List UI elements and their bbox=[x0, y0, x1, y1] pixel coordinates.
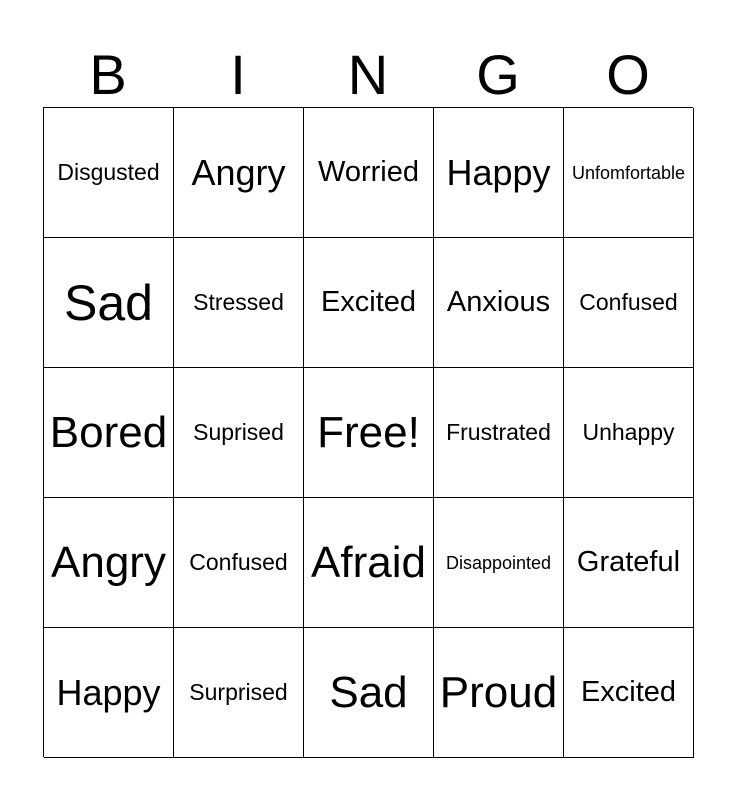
bingo-cell[interactable] bbox=[564, 238, 694, 368]
cell-label: Happy bbox=[446, 151, 551, 193]
bingo-cell[interactable] bbox=[304, 628, 434, 758]
cell-label: Unhappy bbox=[582, 419, 675, 445]
cell-label: Stressed bbox=[193, 289, 284, 315]
cell-label: Afraid bbox=[311, 537, 426, 587]
bingo-cell[interactable] bbox=[304, 238, 434, 368]
free-space-label: Free! bbox=[317, 407, 420, 457]
cell-label: Worried bbox=[318, 156, 419, 188]
cell-label: Sad bbox=[329, 667, 408, 717]
bingo-cell[interactable] bbox=[44, 238, 174, 368]
bingo-cell[interactable] bbox=[564, 498, 694, 628]
cell-label: Suprised bbox=[193, 419, 284, 445]
cell-label: Sad bbox=[64, 274, 153, 331]
cell-label: Confused bbox=[189, 549, 288, 575]
bingo-cell[interactable] bbox=[304, 108, 434, 238]
bingo-header bbox=[43, 44, 693, 106]
bingo-cell[interactable] bbox=[174, 628, 304, 758]
bingo-cell[interactable] bbox=[44, 108, 174, 238]
cell-label: Frustrated bbox=[446, 419, 551, 445]
bingo-cell[interactable] bbox=[434, 368, 564, 498]
cell-label: Angry bbox=[191, 151, 286, 193]
bingo-cell[interactable] bbox=[44, 368, 174, 498]
bingo-cell[interactable] bbox=[174, 498, 304, 628]
header-letter-i: I bbox=[230, 43, 246, 106]
cell-label: Anxious bbox=[446, 286, 551, 318]
cell-label: Disappointed bbox=[445, 552, 552, 573]
bingo-cell[interactable] bbox=[44, 628, 174, 758]
cell-label: Confused bbox=[579, 289, 678, 315]
cell-label: Bored bbox=[49, 407, 168, 457]
cell-label: Excited bbox=[320, 286, 417, 318]
cell-label: Happy bbox=[56, 671, 161, 713]
bingo-cell[interactable] bbox=[44, 498, 174, 628]
bingo-cell[interactable] bbox=[304, 498, 434, 628]
bingo-cell[interactable] bbox=[564, 628, 694, 758]
bingo-cell[interactable] bbox=[564, 368, 694, 498]
header-letter-o: O bbox=[606, 43, 650, 106]
bingo-cell[interactable] bbox=[434, 238, 564, 368]
bingo-cell-free[interactable] bbox=[304, 368, 434, 498]
cell-label: Proud bbox=[439, 667, 558, 717]
header-letter-g: G bbox=[476, 43, 520, 106]
bingo-cell[interactable] bbox=[174, 238, 304, 368]
header-letter-n: N bbox=[347, 43, 389, 106]
bingo-cell[interactable] bbox=[174, 368, 304, 498]
cell-label: Excited bbox=[580, 676, 677, 708]
cell-label: Disgusted bbox=[57, 159, 160, 185]
bingo-cell[interactable] bbox=[564, 108, 694, 238]
cell-label: Angry bbox=[51, 537, 166, 587]
cell-label: Surprised bbox=[189, 679, 288, 705]
header-letter-b: B bbox=[89, 43, 127, 106]
cell-label: Unfomfortable bbox=[571, 162, 686, 183]
bingo-cell[interactable] bbox=[174, 108, 304, 238]
bingo-board bbox=[43, 107, 693, 757]
cell-label: Grateful bbox=[576, 546, 681, 578]
bingo-cell[interactable] bbox=[434, 108, 564, 238]
bingo-cell[interactable] bbox=[434, 628, 564, 758]
bingo-cell[interactable] bbox=[434, 498, 564, 628]
